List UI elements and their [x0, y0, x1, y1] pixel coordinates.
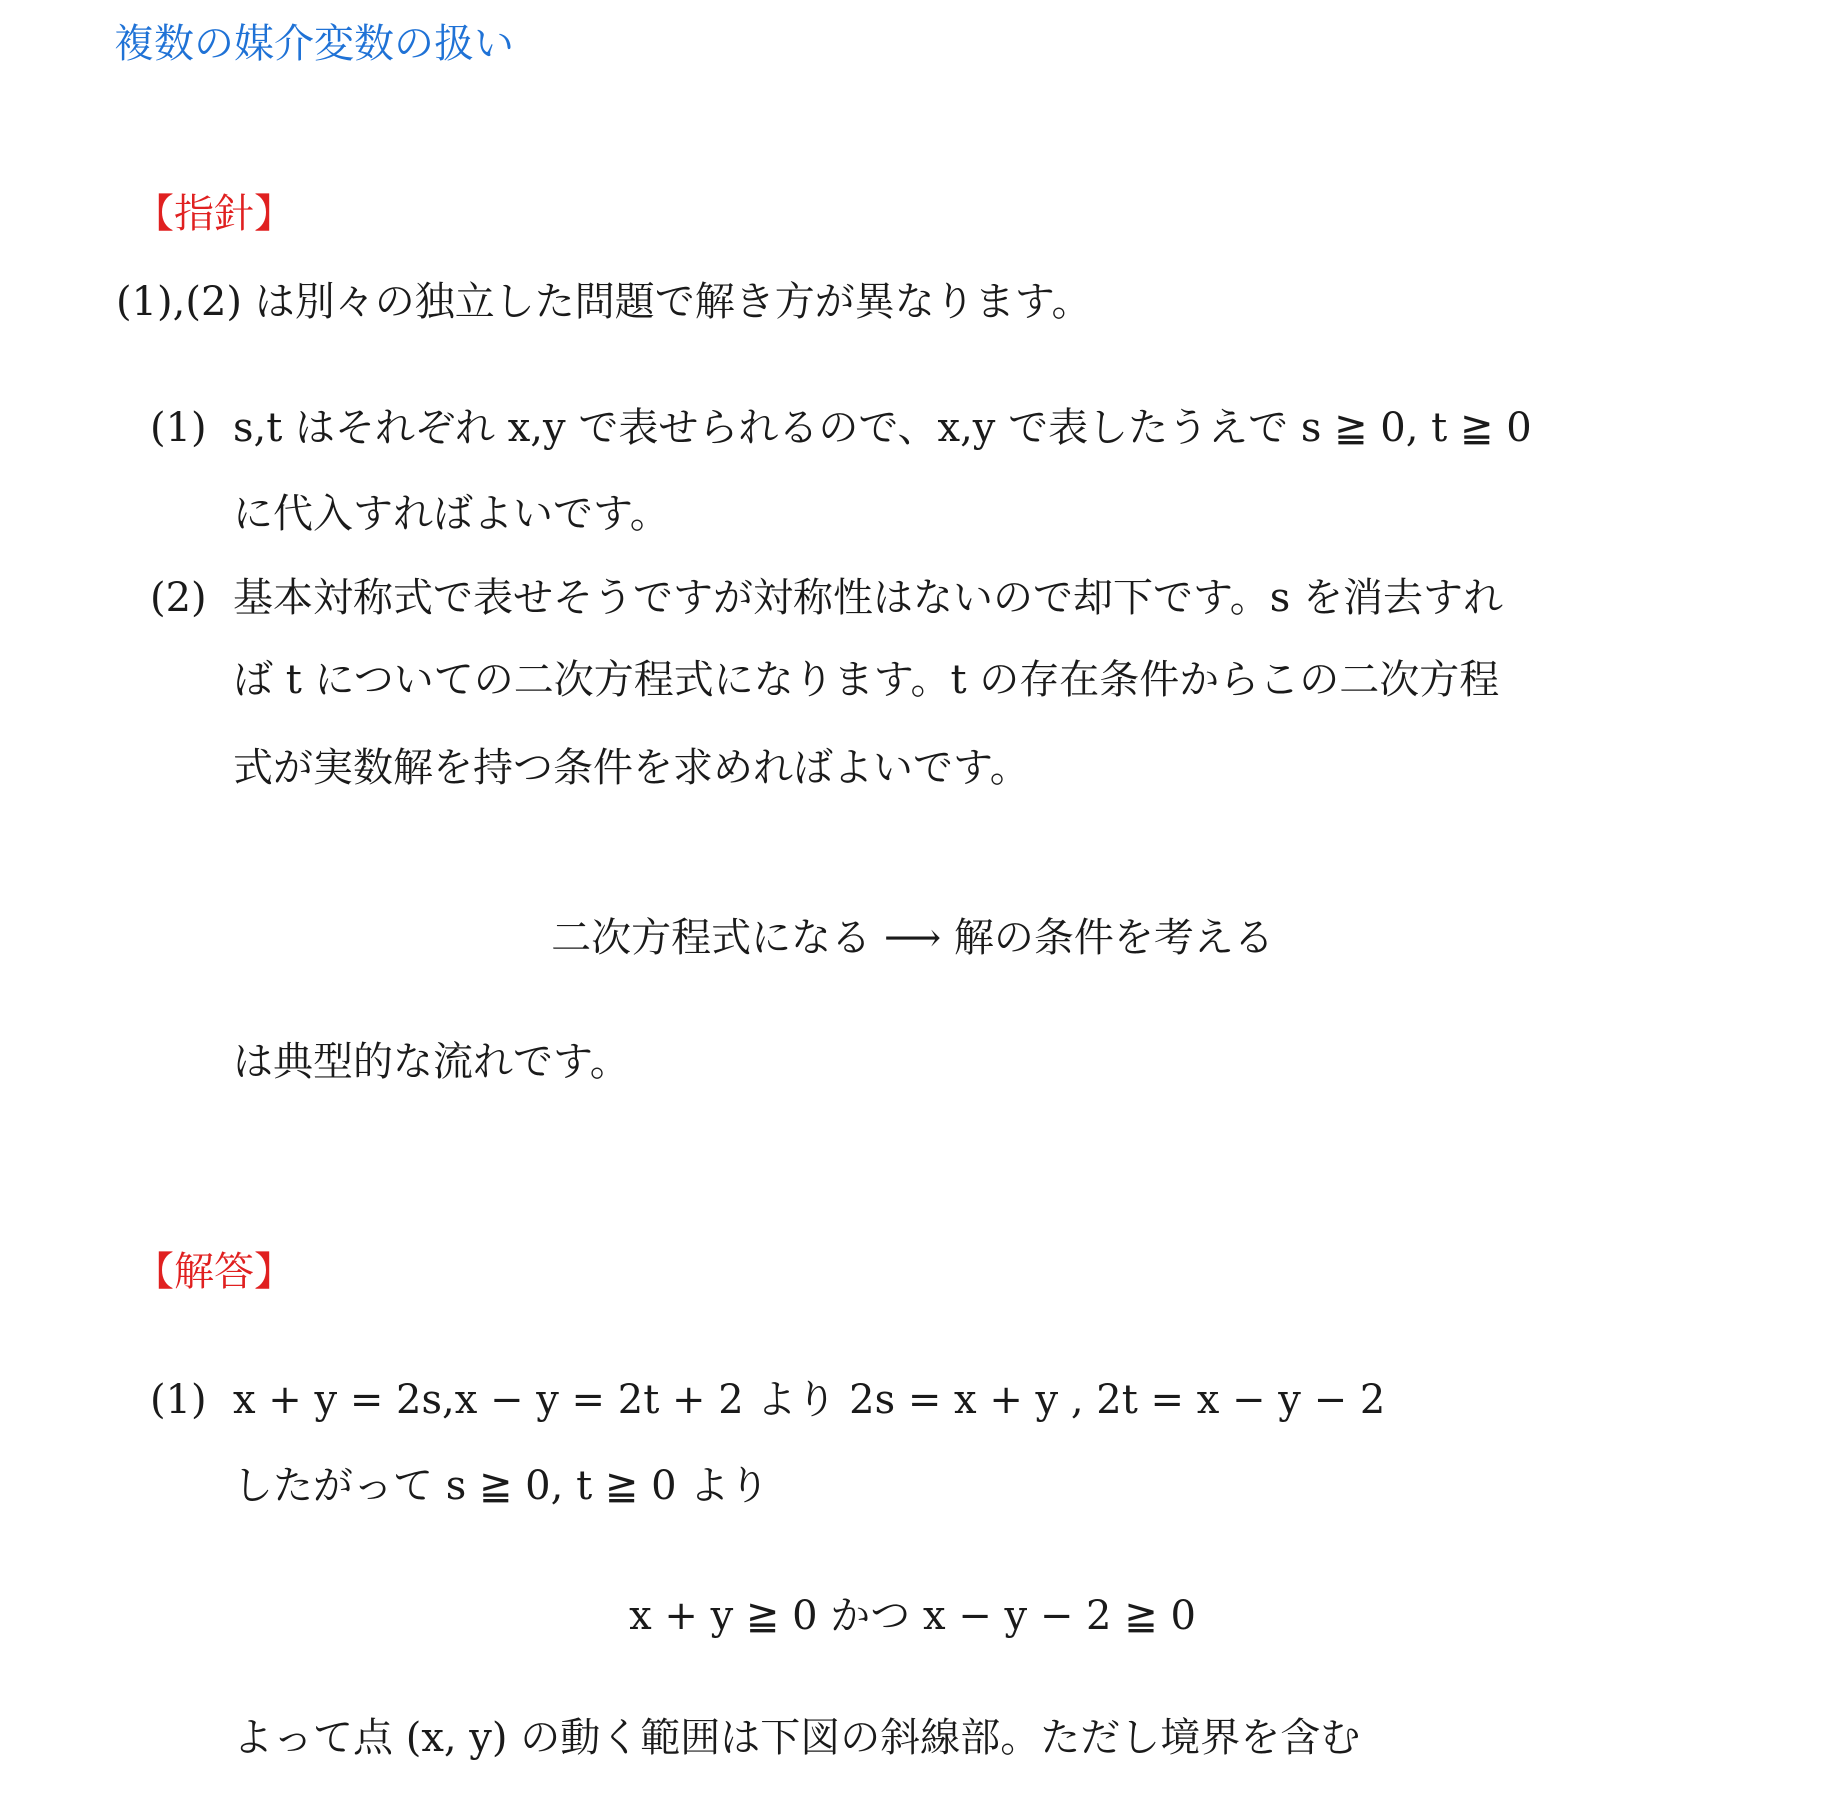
- hint-item-1-number: (1): [150, 405, 207, 451]
- answer-heading: 【解答】: [134, 1249, 294, 1295]
- hint-item-2-line-1: 基本対称式で表せそうですが対称性はないので却下です。s を消去すれ: [233, 575, 1504, 621]
- page-title: 複数の媒介変数の扱い: [114, 21, 514, 67]
- hint-item-2-line-3: 式が実数解を持つ条件を求めればよいです。: [233, 745, 1030, 791]
- answer-line-1: x + y = 2s,x − y = 2t + 2 より 2s = x + y , 2t = x − y − 2: [233, 1377, 1386, 1423]
- answer-item-1-number: (1): [150, 1377, 207, 1423]
- answer-line-2: したがって s ≧ 0, t ≧ 0 より: [233, 1463, 770, 1509]
- hint-item-1-line-1: s,t はそれぞれ x,y で表せられるので、x,y で表したうえで s ≧ 0, t ≧ 0: [233, 405, 1532, 451]
- answer-line-3: よって点 (x, y) の動く範囲は下図の斜線部。ただし境界を含む: [233, 1715, 1361, 1761]
- hint-item-1-line-2: に代入すればよいです。: [233, 491, 670, 537]
- hint-item-2-number: (2): [150, 575, 207, 621]
- answer-condition: x + y ≧ 0 かつ x − y − 2 ≧ 0: [629, 1593, 1196, 1639]
- flow-statement: 二次方程式になる ⟶ 解の条件を考える: [551, 915, 1274, 961]
- hint-item-2-line-2: ば t についての二次方程式になります。t の存在条件からこの二次方程: [233, 657, 1500, 703]
- hint-heading: 【指針】: [134, 191, 294, 237]
- hint-intro: (1),(2) は別々の独立した問題で解き方が異なります。: [116, 279, 1092, 325]
- flow-note: は典型的な流れです。: [233, 1039, 630, 1085]
